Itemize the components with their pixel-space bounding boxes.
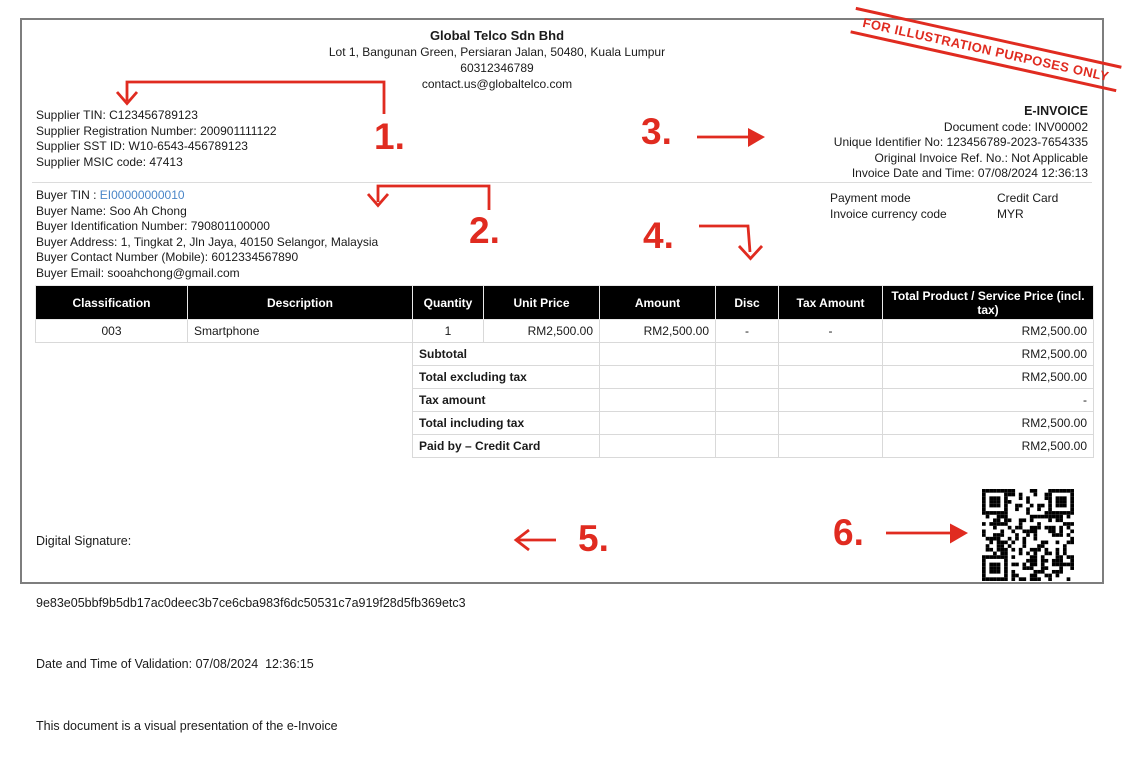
company-email: contact.us@globaltelco.com bbox=[421, 77, 573, 91]
blank-cell bbox=[188, 435, 413, 458]
summary-row-subtotal bbox=[36, 343, 1094, 366]
col-header-total-price: Total Product / Service Price (incl. tax) bbox=[883, 286, 1094, 320]
cell-unit-price: RM2,500.00 bbox=[484, 320, 600, 343]
empty-cell bbox=[600, 389, 716, 412]
summary-value: RM2,500.00 bbox=[883, 412, 1094, 435]
annotation-number-3: 3. bbox=[641, 111, 672, 152]
section-divider bbox=[32, 182, 1092, 183]
buyer-contact-number: Buyer Contact Number (Mobile): 6012334567890 bbox=[36, 250, 299, 264]
col-header-description: Description bbox=[188, 286, 413, 320]
annotation-number-6: 6. bbox=[833, 512, 864, 553]
digital-signature-label: Digital Signature: bbox=[36, 534, 132, 548]
currency-code-label: Invoice currency code bbox=[830, 206, 947, 221]
validation-datetime: Date and Time of Validation: 07/08/2024 12:36:15 bbox=[36, 657, 314, 671]
empty-cell bbox=[779, 343, 883, 366]
summary-value: RM2,500.00 bbox=[883, 343, 1094, 366]
illustration-stamp-text: FOR ILLUSTRATION PURPOSES ONLY bbox=[851, 7, 1122, 92]
summary-label: Subtotal bbox=[413, 343, 600, 366]
summary-label: Paid by – Credit Card bbox=[413, 435, 600, 458]
company-address: Lot 1, Bangunan Green, Persiaran Jalan, 50480, Kuala Lumpur bbox=[328, 45, 666, 59]
empty-cell bbox=[716, 343, 779, 366]
blank-cell bbox=[36, 435, 188, 458]
summary-row-paid-by bbox=[36, 435, 1094, 458]
col-header-disc: Disc bbox=[716, 286, 779, 320]
cell-disc: - bbox=[716, 320, 779, 343]
summary-label: Total excluding tax bbox=[413, 366, 600, 389]
blank-cell bbox=[36, 343, 188, 366]
summary-value: RM2,500.00 bbox=[883, 366, 1094, 389]
empty-cell bbox=[716, 389, 779, 412]
supplier-msic-code: Supplier MSIC code: 47413 bbox=[36, 154, 183, 169]
payment-info bbox=[830, 191, 1058, 222]
empty-cell bbox=[716, 366, 779, 389]
blank-cell bbox=[188, 343, 413, 366]
document-code: Document code: INV00002 bbox=[943, 119, 1088, 134]
summary-value: RM2,500.00 bbox=[883, 435, 1094, 458]
empty-cell bbox=[600, 435, 716, 458]
payment-mode-value: Credit Card bbox=[997, 191, 1059, 205]
blank-cell bbox=[36, 389, 188, 412]
cell-classification: 003 bbox=[36, 320, 188, 343]
buyer-tin-line bbox=[36, 188, 378, 204]
company-header bbox=[22, 28, 972, 92]
buyer-address: Buyer Address: 1, Tingkat 2, Jln Jaya, 40150 Selangor, Malaysia bbox=[36, 234, 379, 249]
line-items-table bbox=[35, 285, 1094, 458]
blank-cell bbox=[188, 412, 413, 435]
einvoice-meta bbox=[834, 104, 1088, 182]
line-item-row bbox=[36, 320, 1094, 343]
summary-row-total-incl-tax bbox=[36, 412, 1094, 435]
payment-mode-row bbox=[830, 191, 1058, 207]
summary-label: Total including tax bbox=[413, 412, 600, 435]
company-name: Global Telco Sdn Bhd bbox=[429, 28, 565, 43]
summary-label: Tax amount bbox=[413, 389, 600, 412]
empty-cell bbox=[600, 366, 716, 389]
original-invoice-ref: Original Invoice Ref. No.: Not Applicable bbox=[874, 150, 1088, 165]
blank-cell bbox=[36, 366, 188, 389]
summary-row-total-excl-tax bbox=[36, 366, 1094, 389]
empty-cell bbox=[716, 435, 779, 458]
annotation-number-1: 1. bbox=[374, 116, 405, 157]
annotation-number-2: 2. bbox=[469, 210, 500, 251]
col-header-quantity: Quantity bbox=[413, 286, 484, 320]
payment-mode-label: Payment mode bbox=[830, 191, 911, 205]
supplier-sst-id: Supplier SST ID: W10-6543-456789123 bbox=[36, 139, 248, 153]
einvoice-title: E-INVOICE bbox=[1024, 104, 1088, 118]
qr-code-image bbox=[982, 489, 1074, 581]
supplier-tin: Supplier TIN: C123456789123 bbox=[36, 108, 198, 122]
buyer-tin-link[interactable]: EI00000000010 bbox=[99, 188, 185, 202]
buyer-email: Buyer Email: sooahchong@gmail.com bbox=[36, 265, 240, 280]
supplier-info bbox=[36, 108, 277, 170]
cell-total-price: RM2,500.00 bbox=[883, 320, 1094, 343]
cell-amount: RM2,500.00 bbox=[600, 320, 716, 343]
cell-description: Smartphone bbox=[188, 320, 413, 343]
empty-cell bbox=[779, 366, 883, 389]
einvoice-document bbox=[20, 14, 1111, 733]
empty-cell bbox=[779, 389, 883, 412]
currency-code-value: MYR bbox=[997, 206, 1024, 221]
empty-cell bbox=[779, 435, 883, 458]
blank-cell bbox=[188, 366, 413, 389]
blank-cell bbox=[188, 389, 413, 412]
col-header-classification: Classification bbox=[36, 286, 188, 320]
digital-signature-hash: 9e83e05bbf9b5db17ac0deec3b7ce6cba983f6dc50531c7a919f28d5fb369etc3 bbox=[36, 595, 466, 610]
cell-quantity: 1 bbox=[413, 320, 484, 343]
empty-cell bbox=[600, 412, 716, 435]
qr-code bbox=[982, 489, 1074, 581]
col-header-unit-price: Unit Price bbox=[484, 286, 600, 320]
empty-cell bbox=[600, 343, 716, 366]
col-header-tax-amount: Tax Amount bbox=[779, 286, 883, 320]
table-header-row bbox=[36, 286, 1094, 320]
annotation-number-5: 5. bbox=[578, 518, 609, 559]
summary-row-tax-amount bbox=[36, 389, 1094, 412]
invoice-datetime: Invoice Date and Time: 07/08/2024 12:36:13 bbox=[851, 166, 1088, 180]
company-phone: 60312346789 bbox=[460, 61, 534, 75]
summary-value: - bbox=[883, 389, 1094, 412]
unique-identifier: Unique Identifier No: 123456789-2023-7654335 bbox=[833, 135, 1088, 149]
empty-cell bbox=[779, 412, 883, 435]
empty-cell bbox=[716, 412, 779, 435]
buyer-identification-number: Buyer Identification Number: 790801100000 bbox=[36, 219, 270, 233]
visual-presentation-note: This document is a visual presentation of the e-Invoice bbox=[36, 718, 338, 733]
buyer-name: Buyer Name: Soo Ah Chong bbox=[36, 203, 187, 218]
validation-footer bbox=[36, 490, 466, 777]
buyer-tin-label: Buyer TIN : bbox=[36, 188, 100, 202]
supplier-registration-number: Supplier Registration Number: 200901111122 bbox=[36, 123, 277, 138]
currency-code-row bbox=[830, 207, 1058, 223]
col-header-amount: Amount bbox=[600, 286, 716, 320]
cell-tax-amount: - bbox=[779, 320, 883, 343]
buyer-info bbox=[36, 188, 378, 281]
annotation-number-4: 4. bbox=[643, 215, 674, 256]
blank-cell bbox=[36, 412, 188, 435]
